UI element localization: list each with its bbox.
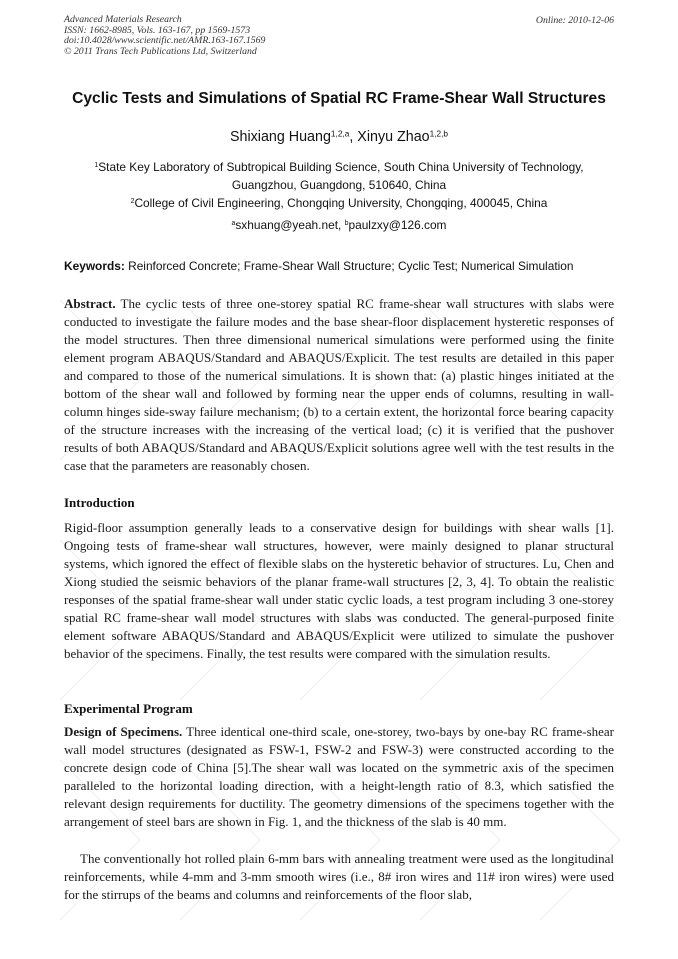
journal-header [64,15,265,57]
introduction-text: Rigid-floor assumption generally leads to a conservative design for buildings with shear walls [1]. Ongoing tests of frame-shear wall structures, however, were mainly designed to planar structural systems, which ignored the effect of flexible slabs on the hysteretic behavior of structures. Lu, Chen and Xiong studied the seismic behaviors of the planar frame-wall structures [2, 3, 4]. To obtain the realistic responses of the spatial frame-shear wall under static cyclic loads, a test program including 3 one-storey spatial RC frame-shear wall model structures with slabs was conducted. The general-purposed finite element software ABAQUS/Standard and ABAQUS/Explicit were utilized to simulate the pushover behavior of the specimens. Finally, the test results were compared with the simulation results. [64,520,614,662]
materials-paragraph: The conventionally hot rolled plain 6-mm bars with annealing treatment were used as the longitudinal reinforcements, while 4-mm and 3-mm smooth wires (i.e., 8# iron wires and 11# iron wires) were used for the stirrups of the beams and columns and reinforcements of the floor slab, [64,851,614,903]
introduction-heading: Introduction [64,495,135,510]
journal-name: Advanced Materials Research [64,14,182,25]
abstract-label: Abstract. [64,296,116,311]
online-date: Online: 2010-12-06 [535,15,614,26]
design-text: Three identical one-third scale, one-storey, two-bays by one-bay RC frame-shear wall model structures (designated as FSW-1, FSW-2 and FSW-3) were constructed according to the concrete design code of China [5].The shear wall was located on the symmetric axis of the specimen paralleled to the horizontal loading direction, with a height-length ratio of 8.3, which satisfied the relevant design requirements for ductility. The geometry dimensions of the specimens together with the arrangement of steel bars are shown in Fig. 1, and the thickness of the slab is 40 mm. [64,724,614,830]
author-1: Shixiang Huang [229,129,331,145]
design-label: Design of Specimens. [64,724,183,739]
email-a: sxhuang@yeah.net, [235,218,345,232]
abstract [64,295,614,475]
journal-doi: doi:10.4028/www.scientific.net/AMR.163-167.1569 [64,35,266,47]
paper-title: Cyclic Tests and Simulations of Spatial RC Frame-Shear Wall Structures [72,90,606,107]
affiliation-1-line-2: Guangzhou, Guangdong, 510640, China [231,178,447,192]
affiliation-1-line-1: State Key Laboratory of Subtropical Building Science, South China University of Technology, [98,160,584,174]
author-2: Xinyu Zhao [357,129,430,145]
affiliation-1 [40,158,638,194]
affiliation-2-line: College of Civil Engineering, Chongqing University, Chongqing, 400045, China [134,196,548,210]
author-separator: , [349,129,358,145]
email-a-sup: a [231,220,236,228]
experimental-heading: Experimental Program [64,701,193,716]
abstract-text: The cyclic tests of three one-storey spatial RC frame-shear wall structures with slabs were conducted to investigate the failure modes and the base shear-floor displacement hysteretic responses of the model structures. Then three dimensional numerical simulations were performed using the finite element program ABAQUS/Standard and ABAQUS/Explicit. The test results are detailed in this paper and compared to those of the numerical simulations. It is shown that: (a) plastic hinges initiated at the bottom of the shear wall and followed by forming near the upper ends of columns, resulting in wall-column hinges side-sway failure mechanism; (b) to a certain extent, the horizontal force bearing capacity of the structure increases with the increasing of the vertical load; (c) it is verified that the pushover results of both ABAQUS/Standard and ABAQUS/Explicit solutions agree well with the test results in the case that the parameters are reasonably chosen. [64,296,614,474]
keywords [64,259,574,273]
affiliation-2 [40,194,638,212]
email-b-sup: b [344,220,349,228]
author-emails [40,218,638,232]
journal-issn: ISSN: 1662-8985, Vols. 163-167, pp 1569-1573 [64,24,251,36]
email-b: paulzxy@126.com [348,218,447,232]
design-of-specimens [64,723,614,831]
affiliation-1-sup: 1 [94,162,99,170]
author-2-affil: 1,2,b [429,128,449,139]
author-1-affil: 1,2,a [330,128,350,139]
author-line [40,129,638,145]
keywords-text: Reinforced Concrete; Frame-Shear Wall Structure; Cyclic Test; Numerical Simulation [124,259,574,273]
keywords-label: Keywords: [64,259,125,273]
affiliation-2-sup: 2 [130,198,135,206]
journal-copyright: © 2011 Trans Tech Publications Ltd, Switzerland [64,45,257,57]
